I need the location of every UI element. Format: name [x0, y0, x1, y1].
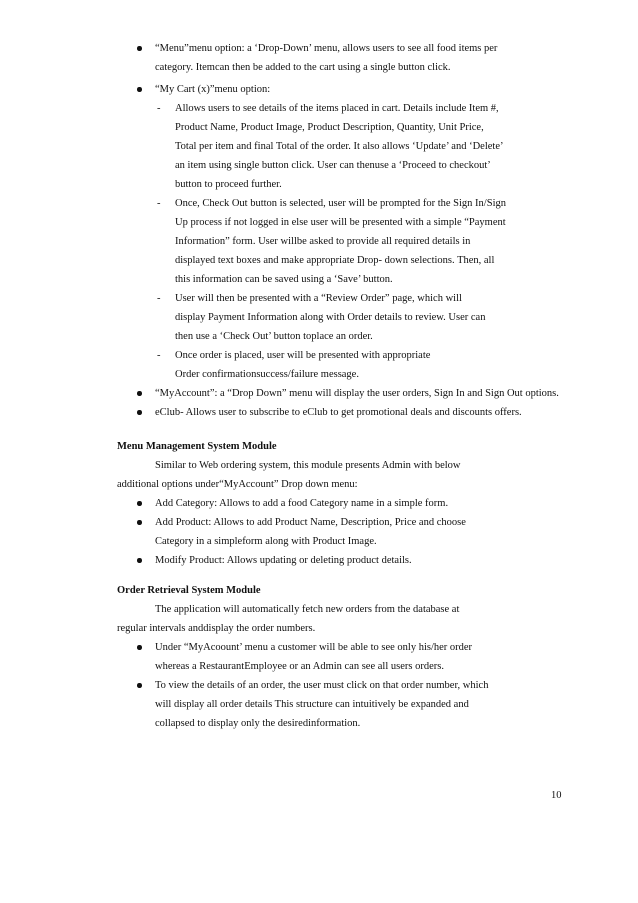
sublist-item-text: then use a ‘Check Out’ button toplace an order.: [175, 331, 373, 342]
dash-marker: -: [157, 198, 161, 209]
sublist-item-text: Total per item and final Total of the order. It also allows ‘Update’ and ‘Delete’: [175, 141, 504, 152]
list-item-text: eClub- Allows user to subscribe to eClub to get promotional deals and discounts offers.: [155, 407, 522, 418]
list-item-text: Modify Product: Allows updating or deleting product details.: [155, 555, 412, 566]
sublist-item-text: Product Name, Product Image, Product Description, Quantity, Unit Price,: [175, 122, 484, 133]
list-item-text: To view the details of an order, the user must click on that order number, which: [155, 680, 489, 691]
page-number: 10: [551, 790, 562, 801]
bullet-icon: [137, 520, 142, 525]
sublist-item-text: an item using single button click. User can thenuse a ‘Proceed to checkout’: [175, 160, 491, 171]
sublist-item-text: User will then be presented with a “Review Order” page, which will: [175, 293, 462, 304]
list-item-text: Add Category: Allows to add a food Category name in a simple form.: [155, 498, 449, 509]
sublist-item-text: Once, Check Out button is selected, user will be prompted for the Sign In/Sign: [175, 198, 506, 209]
bullet-icon: [137, 410, 142, 415]
sublist-item-text: Information” form. User willbe asked to provide all required details in: [175, 236, 471, 247]
list-item-text: will display all order details This structure can intuitively be expanded and: [155, 699, 469, 710]
sublist-item-text: display Payment Information along with Order details to review. User can: [175, 312, 486, 323]
list-item-text: Under “MyAcoount’ menu a customer will be able to see only his/her order: [155, 642, 473, 653]
sublist-item-text: Order confirmationsuccess/failure message.: [175, 369, 359, 380]
section-intro: regular intervals anddisplay the order numbers.: [117, 623, 316, 634]
bullet-icon: [137, 501, 142, 506]
dash-marker: -: [157, 103, 161, 114]
section-intro: Similar to Web ordering system, this module presents Admin with below: [155, 460, 461, 471]
sublist-item-text: Allows users to see details of the items placed in cart. Details include Item #,: [175, 103, 499, 114]
list-item-text: “MyAccount”: a “Drop Down” menu will display the user orders, Sign In and Sign Out options.: [155, 388, 559, 399]
sublist-item-text: displayed text boxes and make appropriate Drop- down selections. Then, all: [175, 255, 495, 266]
section-intro: The application will automatically fetch new orders from the database at: [155, 604, 460, 615]
sublist-item-text: Once order is placed, user will be presented with appropriate: [175, 350, 431, 361]
list-item-text: “My Cart (x)”menu option:: [155, 84, 271, 95]
section-heading: Order Retrieval System Module: [117, 585, 261, 596]
section-heading: Menu Management System Module: [117, 441, 277, 452]
sublist-item-text: button to proceed further.: [175, 179, 282, 190]
dash-marker: -: [157, 350, 161, 361]
bullet-icon: [137, 391, 142, 396]
list-item-text: whereas a RestaurantEmployee or an Admin can see all users orders.: [155, 661, 444, 672]
bullet-icon: [137, 46, 142, 51]
list-item-text: category. Itemcan then be added to the cart using a single button click.: [155, 62, 451, 73]
dash-marker: -: [157, 293, 161, 304]
list-item-text: collapsed to display only the desiredinformation.: [155, 718, 361, 729]
sublist-item-text: Up process if not logged in else user will be presented with a simple “Payment: [175, 217, 506, 228]
bullet-icon: [137, 558, 142, 563]
bullet-icon: [137, 87, 142, 92]
bullet-icon: [137, 683, 142, 688]
bullet-icon: [137, 645, 142, 650]
section-intro: additional options under“MyAccount” Drop down menu:: [117, 479, 358, 490]
list-item-text: Add Product: Allows to add Product Name, Description, Price and choose: [155, 517, 466, 528]
list-item-text: Category in a simpleform along with Product Image.: [155, 536, 377, 547]
sublist-item-text: this information can be saved using a ‘Save’ button.: [175, 274, 393, 285]
list-item-text: “Menu”menu option: a ‘Drop-Down’ menu, allows users to see all food items per: [155, 43, 498, 54]
